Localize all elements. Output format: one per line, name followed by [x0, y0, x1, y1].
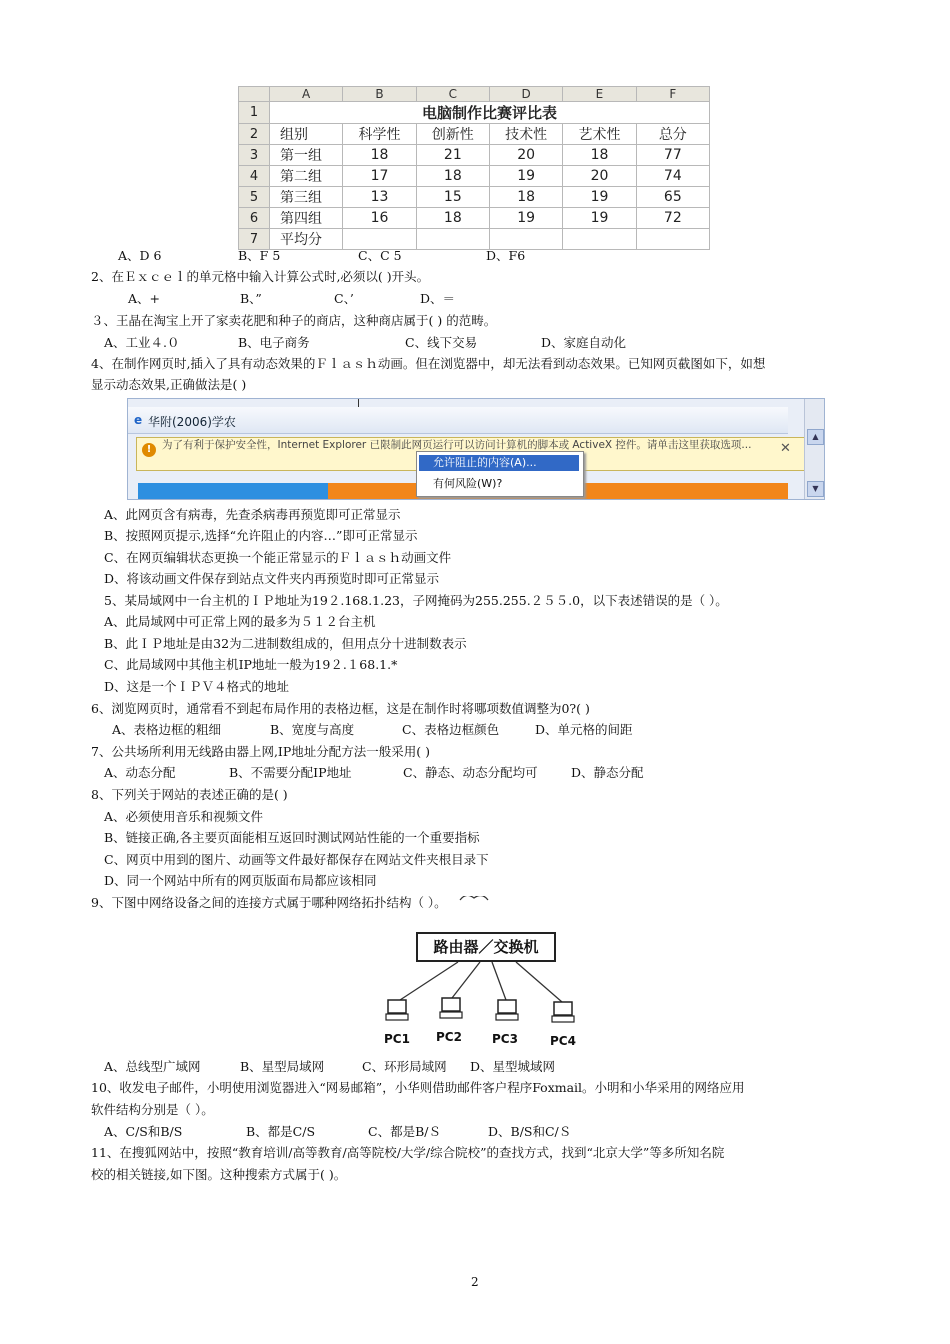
divider	[358, 399, 359, 407]
cell: 18	[563, 145, 636, 166]
q8-option-b: B、链接正确,各主要页面能相互返回时测试网站性能的一个重要指标	[104, 830, 480, 845]
table-row	[239, 145, 710, 166]
q10-stem-line2: 软件结构分别是（ ）。	[91, 1102, 214, 1117]
context-menu	[416, 451, 584, 497]
q11-stem-line1: 11、在搜狐网站中，按照“教育培训/高等教育/高等院校/大学/综合院校”的查找方式，找到“北京大学”等多所知名院	[91, 1145, 725, 1160]
cell: 20	[489, 145, 562, 166]
q1-option-d: D、F6	[486, 248, 526, 263]
q6-option-a: A、表格边框的粗细	[112, 722, 222, 737]
cell: 科学性	[343, 124, 416, 145]
q2-option-c: C、’	[334, 291, 354, 306]
pc-icon	[496, 1000, 518, 1020]
row-header: 3	[239, 145, 270, 166]
q10-option-a: A、C/S和B/S	[104, 1124, 183, 1139]
cell: 18	[343, 145, 416, 166]
cell: 19	[563, 187, 636, 208]
col-header: C	[416, 87, 489, 102]
q5-stem: 5、某局域网中一台主机的ＩＰ地址为19２.168.1.23，子网掩码为255.255.２５５.0，以下表述错误的是（ ）。	[104, 593, 728, 608]
q5-option-d: D、这是一个ＩＰＶ４格式的地址	[104, 679, 290, 694]
pc-label: PC4	[550, 1034, 576, 1048]
col-header: F	[636, 87, 709, 102]
q4-option-c: C、在网页编辑状态更换一个能正常显示的Ｆｌａｓｈ动画文件	[104, 550, 452, 565]
row-header: 2	[239, 124, 270, 145]
q10-stem-line1: 10、收发电子邮件，小明使用浏览器进入“网易邮箱”，小华则借助邮件客户程序Foxmail。小明和小华采用的网络应用	[91, 1080, 745, 1095]
cell: 19	[489, 166, 562, 187]
cell: 17	[343, 166, 416, 187]
q7-option-d: D、静态分配	[571, 765, 644, 780]
q2-stem: 2、在Ｅｘｃｅｌ的单元格中输入计算公式时,必须以( )开头。	[91, 269, 430, 284]
q6-option-c: C、表格边框颜色	[402, 722, 500, 737]
cell: 77	[636, 145, 709, 166]
scroll-up-icon: ▲	[807, 429, 824, 445]
warning-icon: !	[142, 443, 156, 457]
table-row	[239, 124, 710, 145]
q7-option-b: B、不需要分配IP地址	[229, 765, 352, 780]
q1-option-b: B、F 5	[238, 248, 281, 263]
cell: 19	[563, 208, 636, 229]
close-icon: ✕	[780, 441, 791, 456]
q6-option-d: D、单元格的间距	[535, 722, 633, 737]
q7-option-a: A、动态分配	[104, 765, 176, 780]
ie-logo-icon: e	[134, 413, 143, 427]
router-switch-box: 路由器／交换机	[416, 932, 556, 962]
q6-option-b: B、宽度与高度	[270, 722, 355, 737]
cell: 18	[416, 166, 489, 187]
q4-option-a: A、此网页含有病毒，先查杀病毒再预览即可正常显示	[104, 507, 401, 522]
cell: 组别	[270, 124, 343, 145]
q9-option-a: A、总线型广域网	[104, 1059, 201, 1074]
cell: 74	[636, 166, 709, 187]
page-banner-blue	[138, 483, 328, 499]
col-header: A	[270, 87, 343, 102]
cell	[563, 229, 636, 250]
score-table	[238, 86, 710, 250]
cell: 20	[563, 166, 636, 187]
q9-stem: 9、下图中网络设备之间的连接方式属于哪种网络拓扑结构（ ）。	[91, 895, 447, 910]
q10-option-b: B、都是C/S	[246, 1124, 316, 1139]
table-row	[239, 229, 710, 250]
security-info-text: 为了有利于保护安全性，Internet Explorer 已限制此网页运行可以访问计算机的脚本或 ActiveX 控件。请单击这里获取选项...	[162, 439, 752, 451]
q6-stem: 6、浏览网页时，通常看不到起布局作用的表格边框，这是在制作时将哪项数值调整为0?( )	[91, 701, 590, 716]
cell: 创新性	[416, 124, 489, 145]
q7-stem: 7、公共场所利用无线路由器上网,IP地址分配方法一般采用( )	[91, 744, 431, 759]
col-header: E	[563, 87, 636, 102]
cell: 技术性	[489, 124, 562, 145]
browser-tab-bar	[128, 407, 788, 434]
q4-stem-line1: 4、在制作网页时,插入了具有动态效果的Ｆｌａｓｈ动画。但在浏览器中，却无法看到动态效果。已知网页截图如下，如想	[91, 356, 766, 371]
col-header: D	[489, 87, 562, 102]
pc-icon	[552, 1002, 574, 1022]
table-title: 电脑制作比赛评比表	[270, 102, 710, 124]
q2-option-b: B、”	[240, 291, 262, 306]
q1-option-a: A、D 6	[118, 248, 162, 263]
menu-item-what-risk: 有何风险(W)?	[433, 477, 503, 490]
col-header: B	[343, 87, 416, 102]
cell: 18	[489, 187, 562, 208]
pc-icon	[440, 998, 462, 1018]
q8-option-c: C、网页中用到的图片、动画等文件最好都保存在网站文件夹根目录下	[104, 852, 489, 867]
q1-option-c: C、C 5	[358, 248, 402, 263]
q4-stem-line2: 显示动态效果,正确做法是( )	[91, 377, 247, 392]
q3-option-b: B、电子商务	[238, 335, 310, 350]
q9-option-d: D、星型城域网	[470, 1059, 556, 1074]
cell: 平均分	[270, 229, 343, 250]
spreadsheet-figure	[238, 86, 710, 248]
row-header: 5	[239, 187, 270, 208]
q8-option-a: A、必须使用音乐和视频文件	[104, 809, 264, 824]
cell: 第二组	[270, 166, 343, 187]
browser-screenshot	[127, 398, 825, 500]
q5-option-a: A、此局域网中可正常上网的最多为５１２台主机	[104, 614, 376, 629]
cell: 总分	[636, 124, 709, 145]
pc-icon	[386, 1000, 408, 1020]
network-topology-diagram	[380, 896, 610, 1056]
table-row	[239, 208, 710, 229]
menu-item-allow-blocked: 允许阻止的内容(A)...	[419, 455, 579, 471]
q7-option-c: C、静态、动态分配均可	[403, 765, 538, 780]
cell: 第三组	[270, 187, 343, 208]
q8-stem: 8、下列关于网站的表述正确的是( )	[91, 787, 288, 802]
q10-option-c: C、都是B/Ｓ	[368, 1124, 441, 1139]
q3-option-c: C、线下交易	[405, 335, 478, 350]
scrollbar	[804, 399, 825, 499]
cell: 18	[416, 208, 489, 229]
q9-option-b: B、星型局域网	[240, 1059, 325, 1074]
q9-option-c: C、环形局域网	[362, 1059, 447, 1074]
row-header: 4	[239, 166, 270, 187]
q3-option-d: D、家庭自动化	[541, 335, 627, 350]
corner-cell	[239, 87, 270, 102]
row-header: 6	[239, 208, 270, 229]
cell: 13	[343, 187, 416, 208]
row-header: 7	[239, 229, 270, 250]
cell: 19	[489, 208, 562, 229]
table-row	[239, 187, 710, 208]
q2-option-a: A、+	[128, 291, 161, 306]
table-row	[239, 166, 710, 187]
pc-label: PC3	[492, 1032, 518, 1046]
q3-option-a: A、工业４.０	[104, 335, 180, 350]
cell: 第四组	[270, 208, 343, 229]
page-number: 2	[471, 1275, 479, 1289]
browser-tab-title: 华附(2006)学农	[148, 415, 236, 429]
scroll-down-icon: ▼	[807, 481, 824, 497]
pc-label: PC2	[436, 1030, 462, 1044]
q5-option-b: B、此ＩＰ地址是由32为二进制数组成的，但用点分十进制数表示	[104, 636, 467, 651]
q3-stem: ３、王晶在淘宝上开了家卖花肥和种子的商店，这种商店属于( ) 的范畴。	[91, 313, 497, 328]
pc-label: PC1	[384, 1032, 410, 1046]
q4-option-d: D、将该动画文件保存到站点文件夹内再预览时即可正常显示	[104, 571, 440, 586]
q5-option-c: C、此局域网中其他主机IP地址一般为19２.１68.1.*	[104, 657, 398, 672]
cell: 21	[416, 145, 489, 166]
q4-option-b: B、按照网页提示,选择“允许阻止的内容…”即可正常显示	[104, 528, 418, 543]
q11-stem-line2: 校的相关链接,如下图。这种搜索方式属于( )。	[91, 1167, 347, 1182]
cell: 15	[416, 187, 489, 208]
row-header: 1	[239, 102, 270, 124]
cell: 16	[343, 208, 416, 229]
cell: 艺术性	[563, 124, 636, 145]
cell: 65	[636, 187, 709, 208]
cell	[416, 229, 489, 250]
q2-option-d: D、＝	[420, 291, 456, 306]
q10-option-d: D、B/S和C/Ｓ	[488, 1124, 572, 1139]
cell: 第一组	[270, 145, 343, 166]
q8-option-d: D、同一个网站中所有的网页版面布局都应该相同	[104, 873, 377, 888]
cell: 72	[636, 208, 709, 229]
cell	[636, 229, 709, 250]
